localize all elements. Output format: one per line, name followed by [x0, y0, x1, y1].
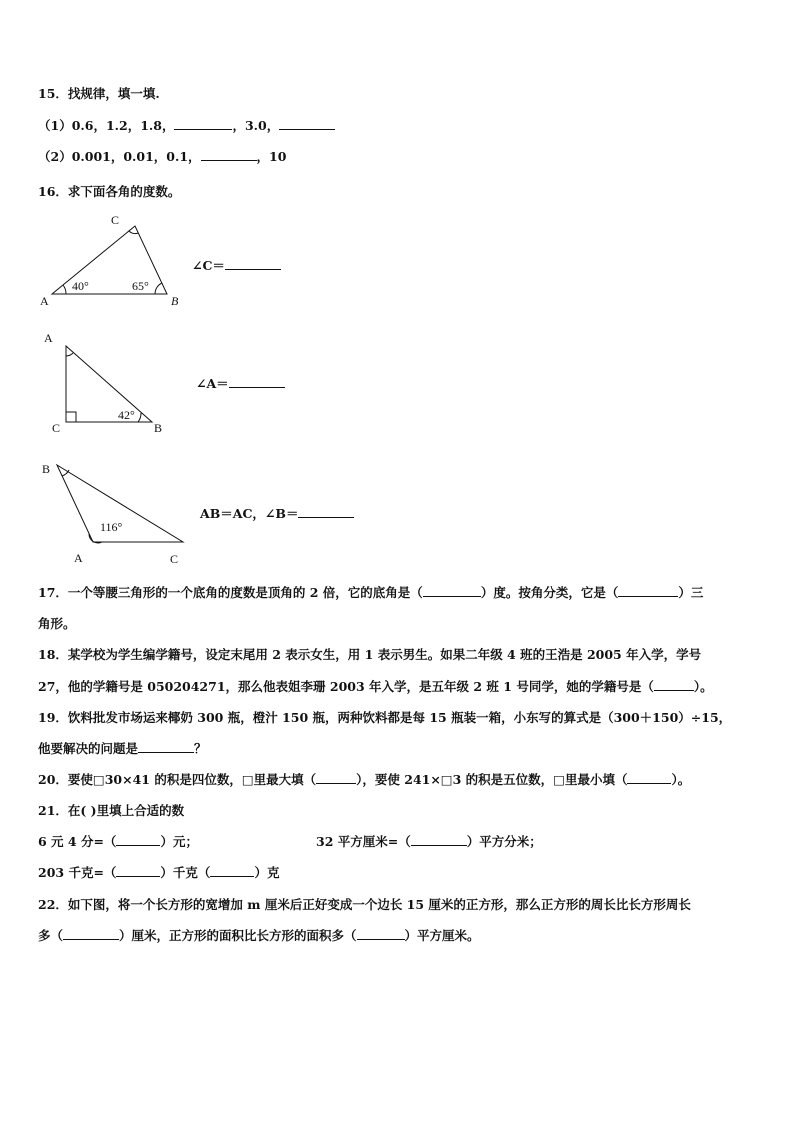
q21-blank-2[interactable] [411, 833, 467, 846]
q21-r1a-pre: 6 元 4 分=（ [38, 834, 117, 849]
q21-r1a-post: ）元； [160, 834, 198, 849]
q22-line-1: 22．如下图，将一个长方形的宽增加 m 厘米后正好变成一个边长 15 厘米的正方形，那么正方形的周长比长方形周长 [38, 897, 691, 912]
q20-blank-2[interactable] [627, 771, 671, 784]
q15-part1-pre: （1）0.6，1.2，1.8， [38, 118, 175, 133]
triangle-2-angle-b: 42° [118, 408, 135, 422]
q16-title: 16．求下面各角的度数。 [38, 184, 181, 199]
q15-title: 15．找规律，填一填. [38, 86, 160, 101]
triangle-2-arc-b [138, 413, 141, 422]
triangle-3-label-c: C [170, 552, 179, 566]
q16-question-3: AB＝AC，∠B＝ [200, 506, 299, 521]
triangle-2 [44, 331, 162, 435]
q18-text-a: 27，他的学籍号是 050204271，那么他表姐李珊 2003 年入学，是五年级 2 班 1 号同学，她的学籍号是（ [38, 679, 654, 694]
triangle-1-label-b: B [171, 294, 179, 308]
q15-part2-post: ，10 [256, 149, 287, 164]
q19-line-1: 19．饮料批发市场运来椰奶 300 瓶，橙汁 150 瓶，两种饮料都是每 15 瓶装一箱，小东写的算式是（300＋150）÷15， [38, 710, 732, 725]
q21-row-2 [38, 863, 279, 881]
q17-blank-1[interactable] [423, 584, 481, 597]
triangle-1-label-c: C [111, 213, 120, 227]
q18-blank[interactable] [654, 678, 694, 691]
q20-line [38, 770, 690, 788]
q20-text-c: ）。 [671, 772, 691, 787]
triangle-2-label-a: A [44, 331, 53, 345]
q22-line-2 [38, 926, 480, 944]
q16-blank-2[interactable] [229, 375, 285, 388]
q16-question-2: ∠A＝ [196, 376, 229, 391]
q15-part1-mid: ，3.0， [232, 118, 280, 133]
q16-blank-1[interactable] [225, 257, 281, 270]
triangle-3-angle-a: 116° [100, 520, 123, 534]
q19-text-a: 他要解决的问题是 [38, 741, 139, 756]
q22-text-c: ）平方厘米。 [404, 928, 480, 943]
q16-question-1: ∠C＝ [192, 258, 225, 273]
q20-blank-1[interactable] [316, 771, 356, 784]
q21-row-1b [316, 832, 542, 850]
triangle-1-arc-c [129, 231, 138, 234]
triangle-3-label-b: B [42, 462, 51, 476]
q18-line-2 [38, 677, 713, 695]
q19-blank[interactable] [138, 740, 194, 753]
triangle-3-label-a: A [74, 551, 83, 565]
q18-line-1: 18．某学校为学生编学籍号，设定末尾用 2 表示女生，用 1 表示男生。如果二年级 4 班的王浩是 2005 年入学，学号 [38, 647, 702, 662]
triangle-2-shape [66, 346, 152, 422]
triangle-2-arc-a [66, 353, 73, 356]
q20-text-b: ），要使 241×□3 的积是五位数，□里最小填（ [356, 772, 628, 787]
triangle-3 [42, 462, 183, 566]
q22-blank-1[interactable] [63, 927, 119, 940]
q15-part2-pre: （2）0.001，0.01，0.1， [38, 149, 201, 164]
q18-text-b: ）。 [693, 679, 713, 694]
triangle-2-right-angle-mark [66, 412, 76, 422]
q21-r1b-post: ）平方分米； [466, 834, 542, 849]
q20-text-a: 20．要使□30×41 的积是四位数，□里最大填（ [38, 772, 317, 787]
q21-title: 21．在( )里填上合适的数 [38, 803, 185, 818]
triangle-1-angle-a: 40° [72, 279, 89, 293]
q17-line-2: 角形。 [38, 616, 76, 631]
triangle-2-label-c: C [52, 421, 61, 435]
triangle-1-shape [52, 226, 167, 294]
q21-blank-3[interactable] [116, 864, 160, 877]
q21-r2-mid: ）千克（ [160, 865, 211, 880]
q22-text-b: ）厘米，正方形的面积比长方形的面积多（ [119, 928, 357, 943]
q21-row-1a [38, 832, 198, 850]
q21-r1b-pre: 32 平方厘米=（ [316, 834, 411, 849]
q16-answer-1 [192, 256, 281, 274]
q22-blank-2[interactable] [357, 927, 405, 940]
q17-line-1 [38, 583, 703, 601]
q16-answer-3 [200, 504, 354, 522]
triangle-2-label-b: B [154, 421, 163, 435]
q19-text-b: ？ [194, 741, 207, 756]
triangle-1-arc-a [63, 285, 66, 294]
triangle-1-angle-b: 65° [132, 279, 149, 293]
q16-blank-3[interactable] [298, 505, 354, 518]
q17-text-a: 17．一个等腰三角形的一个底角的度数是顶角的 2 倍，它的底角是（ [38, 585, 423, 600]
triangle-3-arc-b [62, 470, 69, 476]
triangle-1-arc-b [155, 283, 162, 294]
q17-text-b: ）度。按角分类，它是（ [480, 585, 619, 600]
triangle-1 [40, 213, 179, 308]
q19-line-2 [38, 739, 207, 757]
triangle-1-label-a: A [40, 294, 49, 308]
q21-r2-pre: 203 千克=（ [38, 865, 117, 880]
q16-answer-2 [196, 374, 285, 392]
q21-blank-1[interactable] [116, 833, 160, 846]
q21-r2-post: ）克 [254, 865, 280, 880]
q17-blank-2[interactable] [618, 584, 678, 597]
q22-text-a: 多（ [38, 928, 64, 943]
q21-blank-4[interactable] [210, 864, 254, 877]
q17-text-c: ）三 [678, 585, 704, 600]
